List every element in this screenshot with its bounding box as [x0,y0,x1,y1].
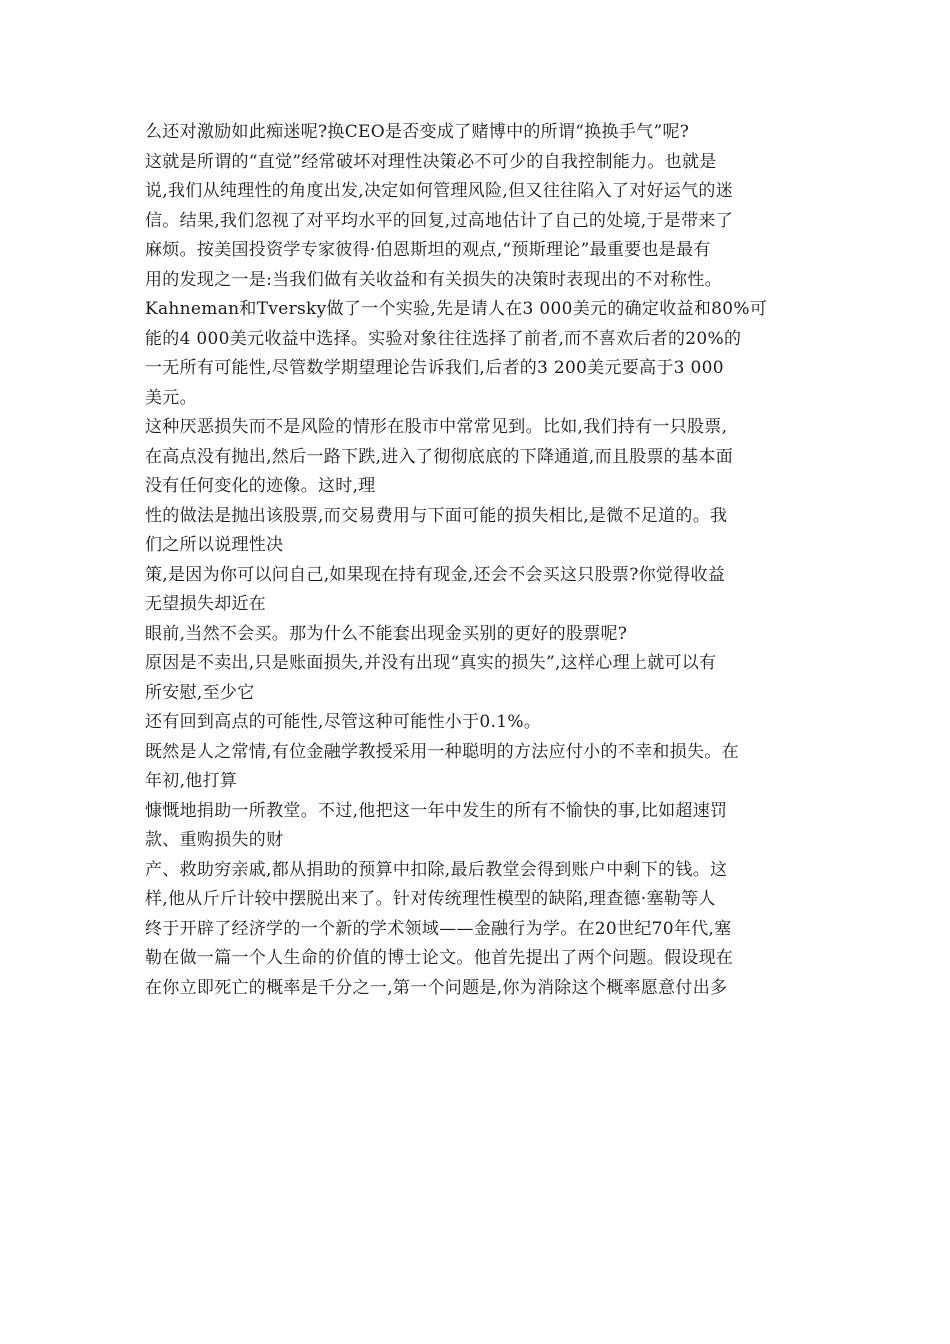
text-line: 策,是因为你可以问自己,如果现在持有现金,还会不会买这只股票?你觉得收益 [145,564,726,585]
text-line: 产、救助穷亲戚,都从捐助的预算中扣除,最后教堂会得到账户中剩下的钱。这 [145,859,728,880]
text-line: 么还对激励如此痴迷呢?换CEO是否变成了赌博中的所谓“换换手气”呢? [145,122,690,142]
text-line: 既然是人之常情,有位金融学教授采用一种聪明的方法应付小的不幸和损失。在 [145,741,739,762]
text-line: 用的发现之一是:当我们做有关收益和有关损失的决策时表现出的不对称性。 [145,269,722,290]
text-line: 没有任何变化的迹像。这时,理 [145,476,376,496]
text-line: 在你立即死亡的概率是千分之一,第一个问题是,你为消除这个概率愿意付出多 [145,977,728,998]
text-line: 们之所以说理性决 [145,535,284,555]
text-line: 美元。 [145,387,197,408]
text-line: 终于开辟了经济学的一个新的学术领域——金融行为学。在20世纪70年代,塞 [145,918,732,939]
text-line: 所安慰,至少它 [145,682,255,703]
text-line: 眼前,当然不会买。那为什么不能套出现金买别的更好的股票呢? [145,623,628,644]
text-line: 年初,他打算 [145,771,238,791]
text-line: Kahneman和Tversky做了一个实验,先是请人在3 000美元的确定收益和80%可 [145,299,768,319]
text-line: 在高点没有抛出,然后一路下跌,进入了彻彻底底的下降通道,而且股票的基本面 [145,446,734,467]
text-line: 慷慨地捐助一所教堂。不过,他把这一年中发生的所有不愉快的事,比如超速罚 [145,800,728,821]
text-line: 性的做法是抛出该股票,而交易费用与下面可能的损失相比,是微不足道的。我 [145,505,728,526]
text-line: 麻烦。按美国投资学专家彼得·伯恩斯坦的观点,“预斯理论”最重要也是最有 [145,240,711,260]
text-line: 款、重购损失的财 [145,830,284,850]
body-text [145,118,815,1003]
text-line: 这种厌恶损失而不是风险的情形在股市中常常见到。比如,我们持有一只股票, [145,417,728,437]
text-line: 信。结果,我们忽视了对平均水平的回复,过高地估计了自己的处境,于是带来了 [145,210,734,231]
text-line: 能的4 000美元收益中选择。实验对象往往选择了前者,而不喜欢后者的20%的 [145,328,742,349]
text-line: 说,我们从纯理性的角度出发,决定如何管理风险,但又往往陷入了对好运气的迷 [145,181,734,201]
text-line: 原因是不卖出,只是账面损失,并没有出现“真实的损失”,这样心理上就可以有 [145,653,717,673]
text-line: 这就是所谓的“直觉”经常破坏对理性决策必不可少的自我控制能力。也就是 [145,151,717,172]
text-line: 还有回到高点的可能性,尽管这种可能性小于0.1%。 [145,712,542,732]
text-line: 勒在做一篇一个人生命的价值的博士论文。他首先提出了两个问题。假设现在 [145,948,734,968]
text-line: 一无所有可能性,尽管数学期望理论告诉我们,后者的3 200美元要高于3 000 [145,358,724,378]
text-line: 无望损失却近在 [145,594,267,614]
text-line: 样,他从斤斤计较中摆脱出来了。针对传统理性模型的缺陷,理查德·塞勒等人 [145,889,716,909]
